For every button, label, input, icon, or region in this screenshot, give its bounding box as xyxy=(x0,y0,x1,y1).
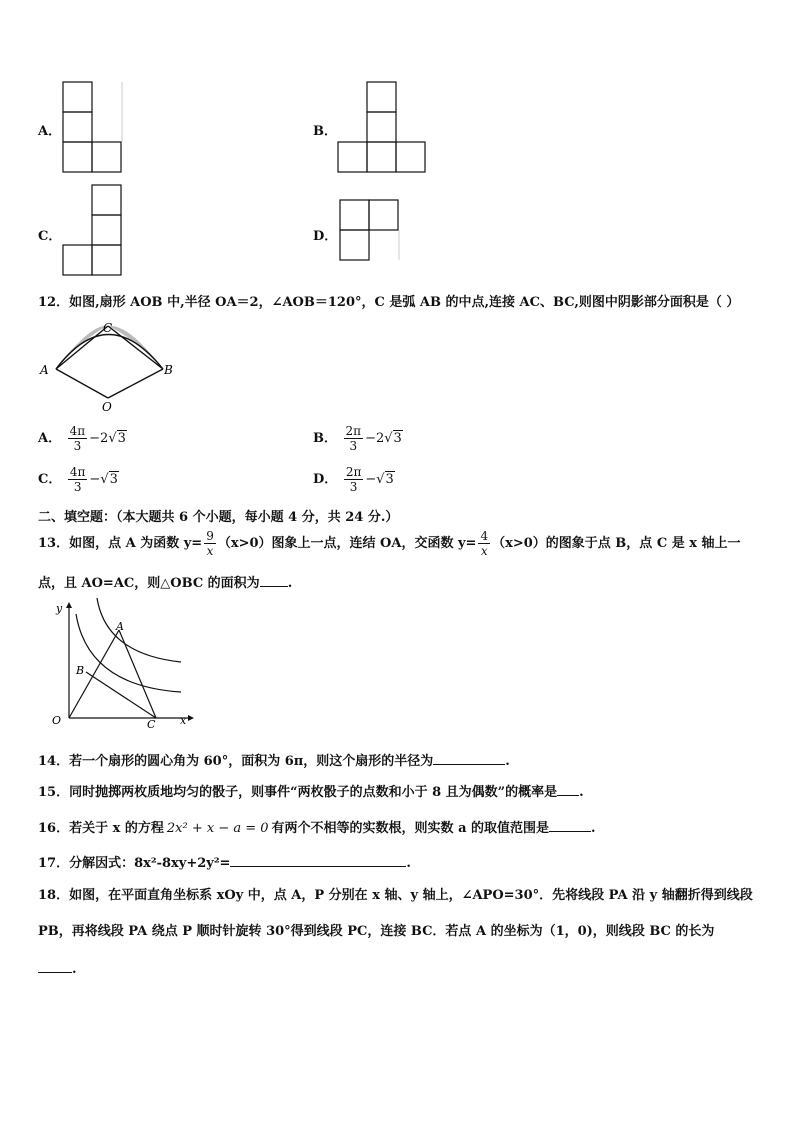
q13-label-b: B xyxy=(76,664,85,677)
q12-stem: 12．如图,扇形 AOB 中,半径 OA＝2，∠AOB＝120°，C 是弧 AB 的中点,连接 AC、BC,则图中阴影部分面积是（ ） xyxy=(38,295,740,310)
q14: 14．若一个扇形的圆心角为 60°，面积为 6π，则这个扇形的半径为 . xyxy=(38,754,510,769)
option-d-figure xyxy=(337,198,403,264)
q12-option-c: C． $\frac{4\pi}{3}$ −√3 xyxy=(38,465,118,494)
q15: 15．同时抛掷两枚质地均匀的骰子，则事件“两枚骰子的点数和小于 8 且为偶数”的概率是 . xyxy=(38,785,584,800)
section-heading: 二、填空题：（本大题共 6 个小题，每小题 4 分，共 24 分.） xyxy=(38,510,399,525)
q12-option-b: B． $\frac{2\pi}{3}$ −2√3 xyxy=(313,424,402,453)
option-c-label: C． xyxy=(38,229,62,244)
q12-label-c: C xyxy=(103,321,113,335)
q16: 16．若关于 x 的方程 2x² + x − a = 0 有两个不相等的实数根，则实数 a 的取值范围是 . xyxy=(38,821,596,836)
q13-graph-figure xyxy=(36,596,196,732)
option-b-label: B． xyxy=(313,124,337,139)
q13-label-c: C xyxy=(147,718,156,731)
q18-line2: PB，再将线段 PA 绕点 P 顺时针旋转 30°得到线段 PC，连接 BC．若点 A 的坐标为（1，0)，则线段 BC 的长为 xyxy=(38,924,715,939)
q13-label-y: y xyxy=(56,602,63,615)
q17: 17．分解因式：8x²-8xy+2y²= . xyxy=(38,856,411,871)
option-c-figure xyxy=(60,183,126,277)
q13-line1: 13．如图，点 A 为函数 y= $\frac{9}{x}$ （x>0）图象上一点，连结 OA，交函数 y= $\frac{4}{x}$ （x>0）的图象于点 B，点 C 是 x 轴上一 xyxy=(38,529,741,558)
q12-label-a: A xyxy=(40,363,49,377)
q13-label-x: x xyxy=(180,714,187,727)
option-a-label: A． xyxy=(38,124,62,139)
q13-line2: 点，且 AO=AC，则△OBC 的面积为 . xyxy=(38,576,293,591)
q12-sector-figure xyxy=(36,318,186,416)
q12-label-b: B xyxy=(164,363,173,377)
q14-answer-blank[interactable] xyxy=(433,752,505,765)
q17-answer-blank[interactable] xyxy=(230,854,406,867)
q16-answer-blank[interactable] xyxy=(549,819,591,832)
q12-option-a: A． $\frac{4\pi}{3}$ −2√3 xyxy=(38,424,126,453)
q18-line1: 18．如图，在平面直角坐标系 xOy 中，点 A，P 分别在 x 轴、y 轴上，∠APO=30°．先将线段 PA 沿 y 轴翻折得到线段 xyxy=(38,888,753,903)
q12-option-d: D． $\frac{2\pi}{3}$ −√3 xyxy=(313,465,394,494)
option-a-figure xyxy=(60,80,126,174)
q18-line3: . xyxy=(38,960,77,977)
q18-answer-blank[interactable] xyxy=(38,960,72,973)
q13-label-o: O xyxy=(52,714,62,727)
q13-label-a: A xyxy=(116,620,124,633)
option-b-figure xyxy=(336,80,430,174)
q12-label-o: O xyxy=(102,400,112,414)
q13-answer-blank[interactable] xyxy=(260,574,288,587)
q15-answer-blank[interactable] xyxy=(557,783,579,796)
option-d-label: D． xyxy=(313,229,338,244)
